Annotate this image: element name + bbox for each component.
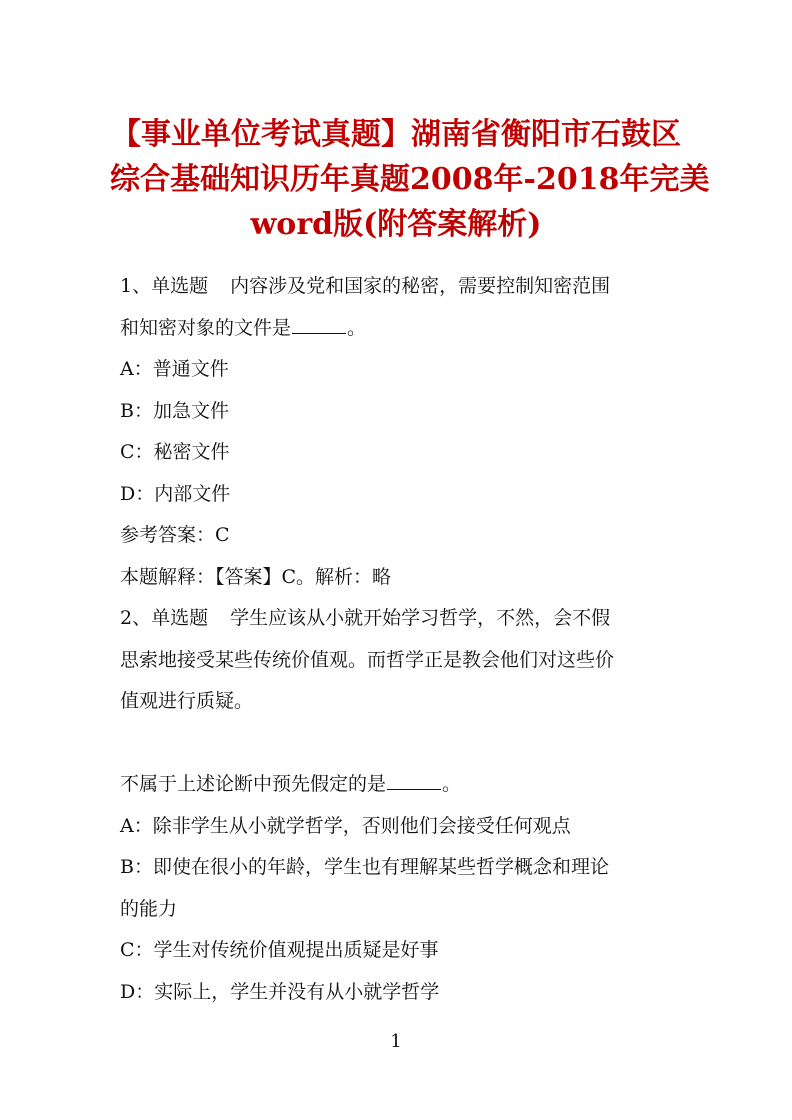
question-2-stem-line-2: 思索地接受某些传统价值观。而哲学正是教会他们对这些价 [120,648,615,671]
question-1-type: 单选题 [151,275,209,297]
question-2-option-a: A：除非学生从小就学哲学，否则他们会接受任何观点 [120,814,571,837]
title-line-1: 【事业单位考试真题】湖南省衡阳市石鼓区 [111,117,681,152]
title-line-3: word版(附答案解析) [250,207,542,242]
question-1-answer: 参考答案：C [120,524,230,546]
question-1-stem-line-1 [120,266,676,308]
question-2-stem-line-1 [120,598,676,640]
question-2-option-b: B：即使在很小的年龄，学生也有理解某些哲学概念和理论 [120,856,609,878]
question-1-stem-text-2: 和知密对象的文件是 [120,316,292,339]
question-1-option-d: D：内部文件 [120,482,231,505]
document-body [120,266,676,1013]
question-1-number: 1、 [120,275,152,297]
question-1-stem-line-2 [120,308,676,350]
question-2-type: 单选题 [151,607,209,629]
question-1-option-a: A：普通文件 [120,358,229,380]
question-2-prompt-end: 。 [442,773,462,795]
question-2-option-c: C：学生对传统价值观提出质疑是好事 [120,939,439,961]
answer-blank [292,315,346,334]
question-2-stem-line-3: 值观进行质疑。 [120,690,254,712]
question-1-stem-end: 。 [347,316,367,339]
question-2-option-b-continued: 的能力 [120,897,178,920]
question-2-option-d: D：实际上，学生并没有从小就学哲学 [120,980,440,1003]
paragraph-gap [120,723,676,765]
answer-blank [387,771,441,790]
document-title [110,112,710,247]
question-2-prompt [120,764,676,806]
question-2-prompt-text: 不属于上述论断中预先假定的是 [120,773,387,795]
page-number: 1 [390,1031,402,1052]
question-1-stem-text: 内容涉及党和国家的秘密，需要控制知密范围 [230,275,611,297]
question-2-stem-text: 学生应该从小就开始学习哲学，不然，会不假 [230,607,611,629]
question-2-number: 2、 [120,607,152,629]
question-1-option-c: C：秘密文件 [120,441,230,463]
question-1-option-b: B：加急文件 [120,399,229,422]
title-line-2: 综合基础知识历年真题2008年-2018年完美 [110,162,710,197]
question-1-explanation: 本题解释：【答案】C。解析：略 [120,565,392,588]
